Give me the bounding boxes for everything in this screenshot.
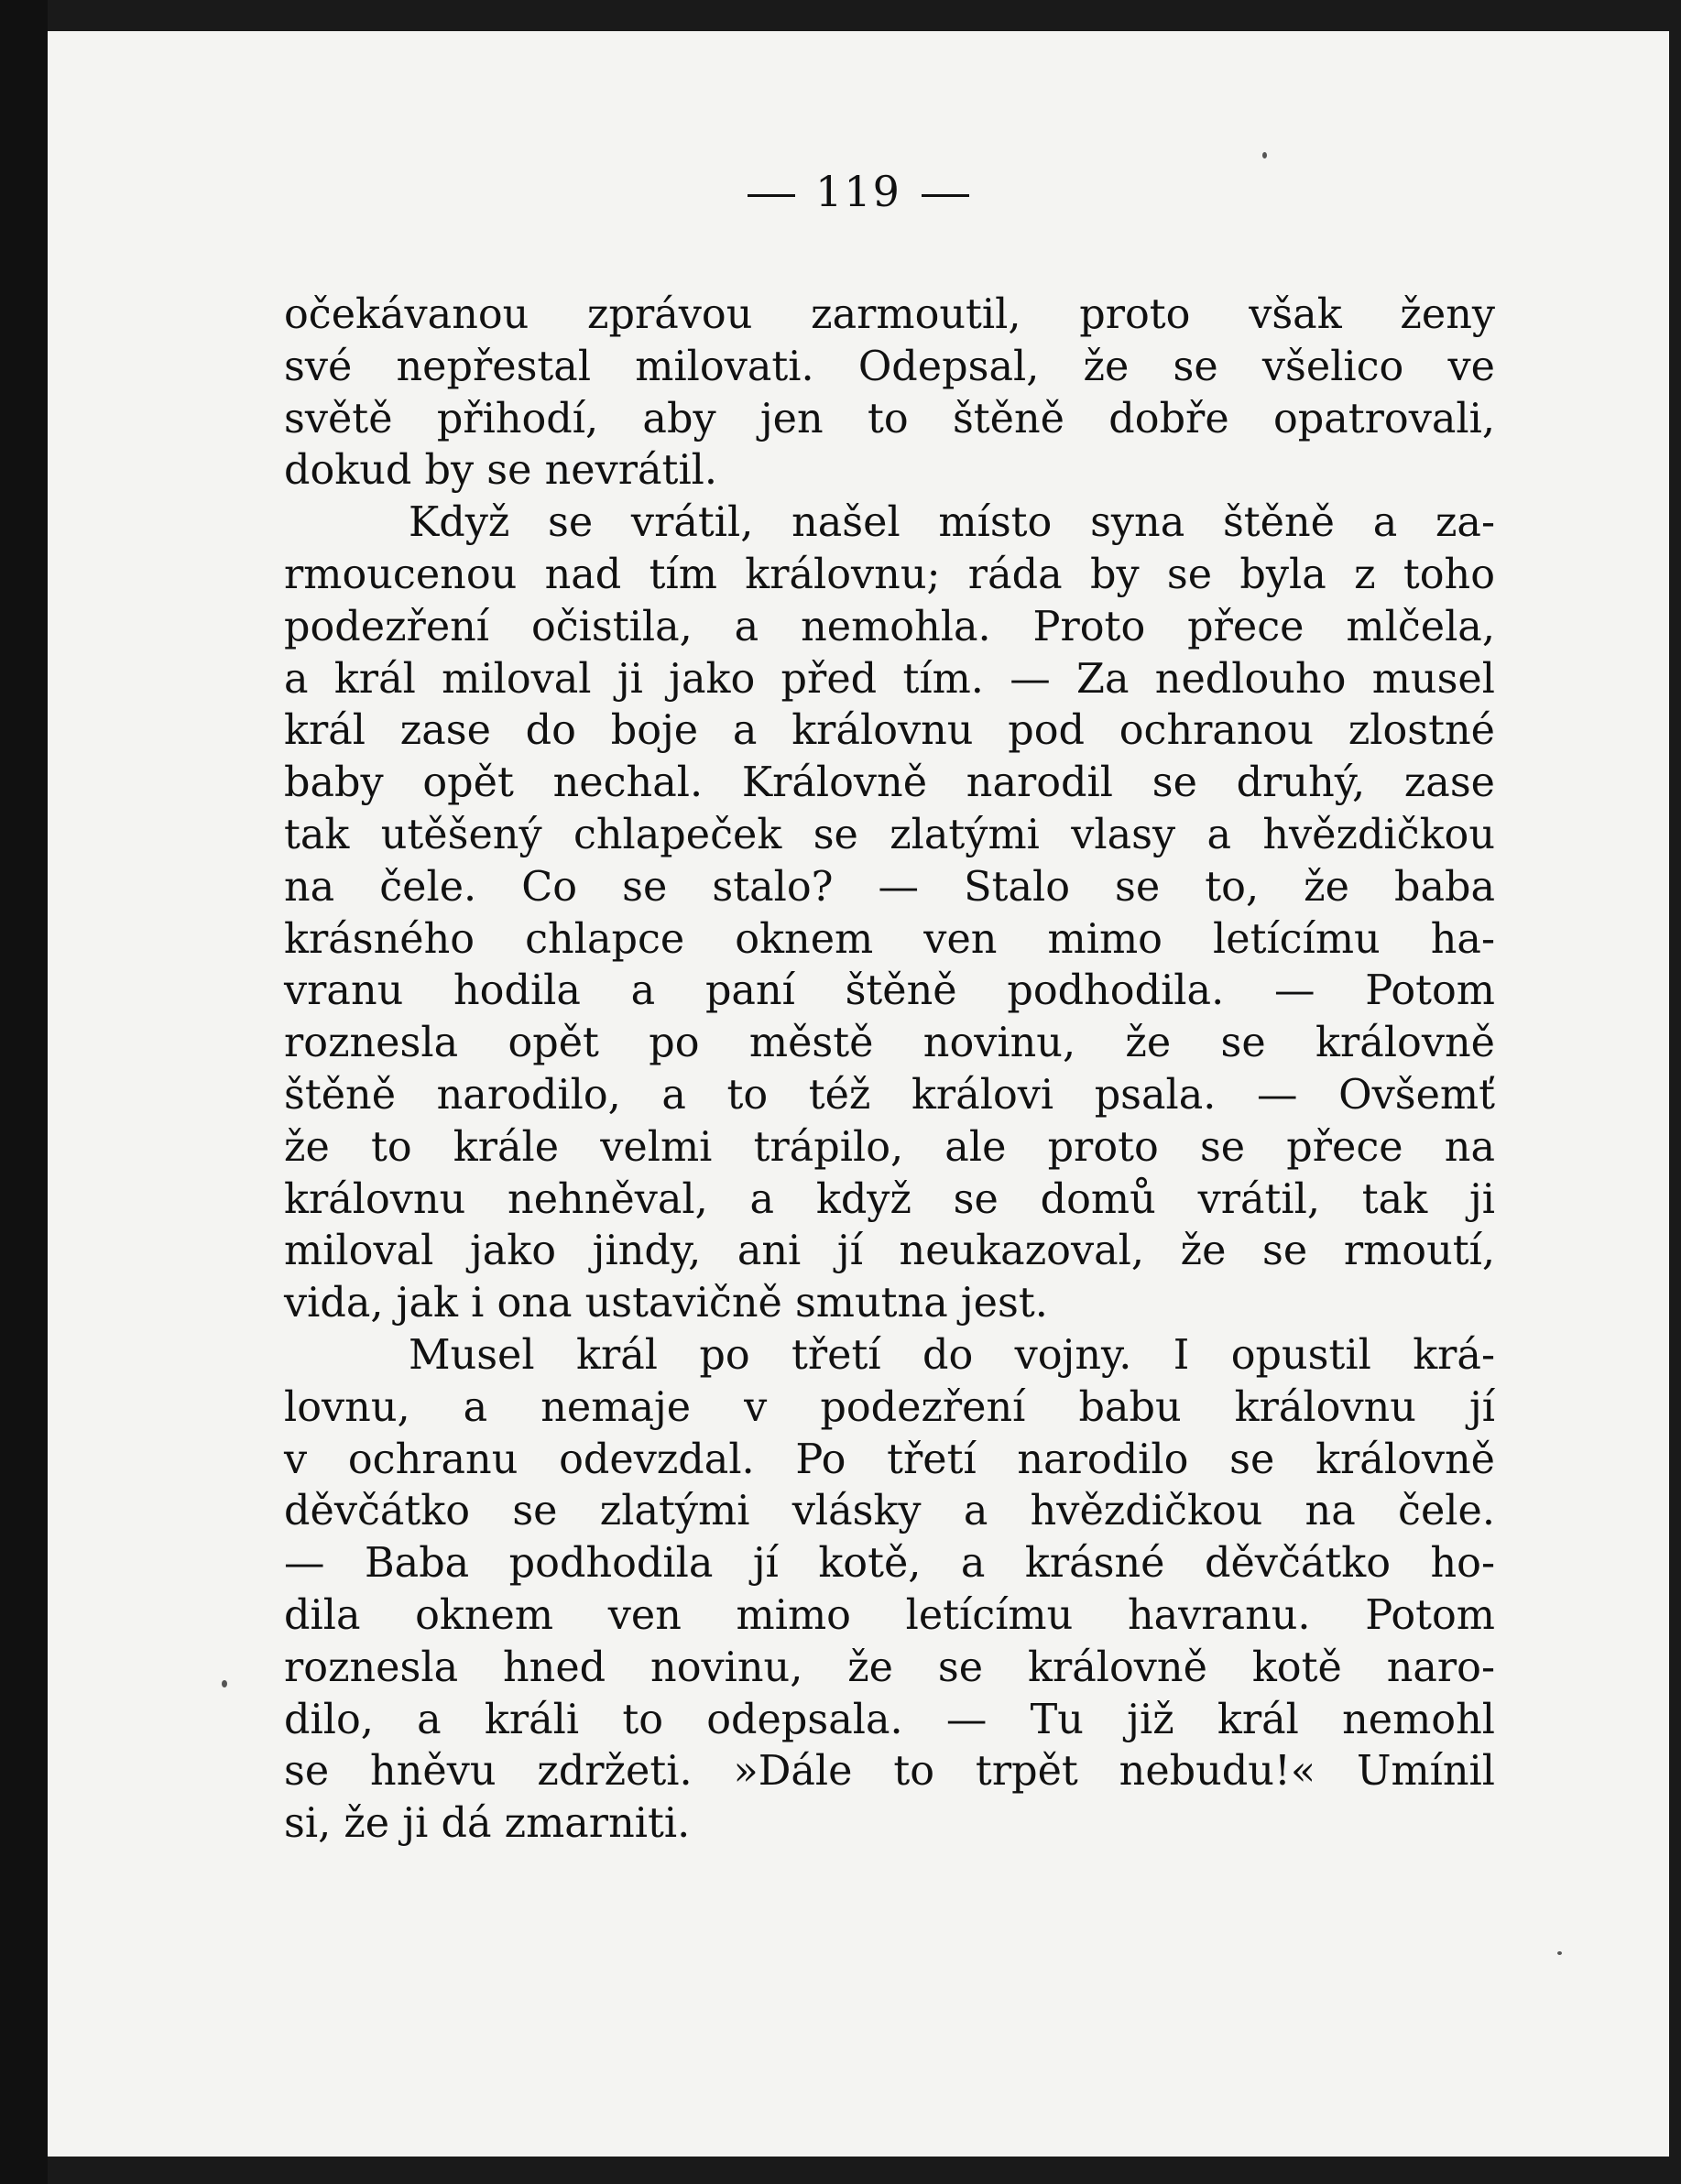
text-line: světě přihodí, aby jen to štěně dobře opatrovali, xyxy=(284,395,1495,442)
page-number-value: 119 xyxy=(815,167,901,216)
text-line: — Baba podhodila jí kotě, a krásné děvčátko ho- xyxy=(284,1540,1495,1588)
text-line: vranu hodila a paní štěně podhodila. — Potom xyxy=(284,967,1495,1015)
text-line: rmoucenou nad tím královnu; ráda by se byla z toho xyxy=(284,551,1495,598)
text-line: roznesla hned novinu, že se královně kotě naro- xyxy=(284,1643,1495,1691)
text-line: si, že ji dá zmarniti. xyxy=(284,1800,691,1848)
body-text xyxy=(284,289,1495,1851)
text-line: baby opět nechal. Královně narodil se druhý, zase xyxy=(284,759,1495,807)
text-line: král zase do boje a královnu pod ochranou zlostné xyxy=(284,707,1495,755)
text-line: děvčátko se zlatými vlásky a hvězdičkou na čele. xyxy=(284,1488,1495,1535)
text-line: roznesla opět po městě novinu, že se královně xyxy=(284,1020,1495,1067)
text-line: své nepřestal milovati. Odepsal, že se všelico ve xyxy=(284,343,1495,390)
page-number-dash-right xyxy=(922,194,969,197)
text-line: tak utěšený chlapeček se zlatými vlasy a hvězdičkou xyxy=(284,811,1495,858)
text-line: podezření očistila, a nemohla. Proto přece mlčela, xyxy=(284,603,1495,650)
binding-edge xyxy=(0,0,48,2184)
text-line: královnu nehněval, a když se domů vrátil, tak ji xyxy=(284,1175,1495,1223)
text-line: Když se vrátil, našel místo syna štěně a za- xyxy=(409,499,1495,547)
page-number xyxy=(48,167,1669,216)
print-speck xyxy=(222,1680,227,1687)
text-line: Musel král po třetí do vojny. I opustil krá- xyxy=(409,1331,1495,1379)
text-line: vida, jak i ona ustavičně smutna jest. xyxy=(284,1280,1048,1327)
page-number-dash-left xyxy=(748,194,795,197)
text-line: dokud by se nevrátil. xyxy=(284,447,718,495)
text-line: a král miloval ji jako před tím. — Za nedlouho musel xyxy=(284,655,1495,703)
text-line: dila oknem ven mimo letícímu havranu. Potom xyxy=(284,1591,1495,1639)
text-line: že to krále velmi trápilo, ale proto se přece na xyxy=(284,1123,1495,1171)
book-page xyxy=(48,31,1669,2157)
text-line: se hněvu zdržeti. »Dále to trpět nebudu!« Umínil xyxy=(284,1748,1495,1796)
text-line: krásného chlapce oknem ven mimo letícímu ha- xyxy=(284,915,1495,963)
text-line: miloval jako jindy, ani jí neukazoval, že se rmoutí, xyxy=(284,1228,1495,1275)
print-speck xyxy=(1262,152,1267,158)
print-speck xyxy=(1557,1951,1562,1955)
text-line: na čele. Co se stalo? — Stalo se to, že baba xyxy=(284,863,1495,911)
text-line: dilo, a králi to odepsala. — Tu již král nemohl xyxy=(284,1696,1495,1743)
text-line: v ochranu odevzdal. Po třetí narodilo se královně xyxy=(284,1436,1495,1483)
text-line: lovnu, a nemaje v podezření babu královnu jí xyxy=(284,1383,1495,1431)
text-line: štěně narodilo, a to též královi psala. — Ovšemť xyxy=(284,1071,1495,1119)
text-line: očekávanou zprávou zarmoutil, proto však ženy xyxy=(284,291,1495,338)
